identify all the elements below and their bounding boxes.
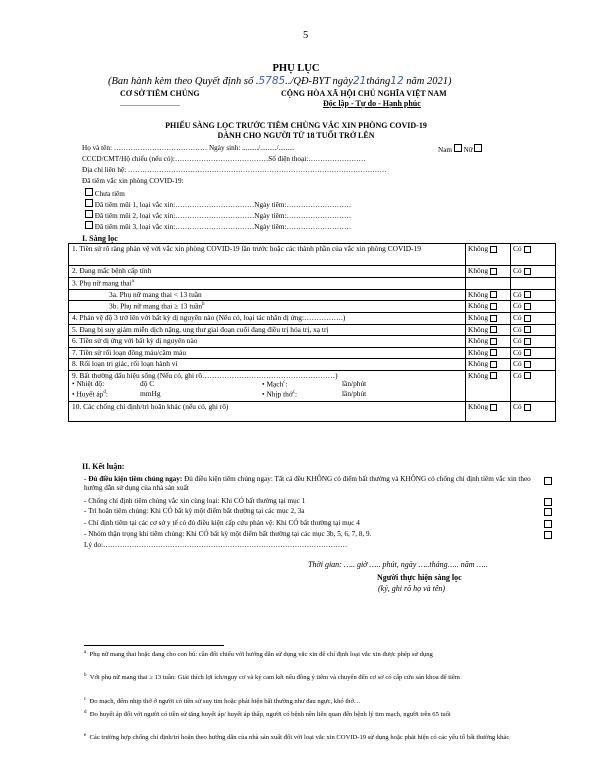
- table-row: [69, 359, 556, 371]
- table-row: [69, 277, 556, 289]
- question-text: 3a. Phụ nữ mang thai < 13 tuần: [69, 289, 466, 301]
- answer-no[interactable]: Không: [466, 266, 511, 278]
- checkbox: [85, 210, 93, 218]
- answer-yes[interactable]: Có: [511, 289, 556, 301]
- table-row: [69, 313, 556, 325]
- answer-no[interactable]: Không: [466, 313, 511, 325]
- question-text: 7. Tiền sử rối loạn đông máu/cầm máu: [69, 347, 466, 359]
- answer-no[interactable]: Không: [466, 289, 511, 301]
- question-text: 10. Các chống chỉ định/trì hoãn khác (nếu có, ghi rõ): [69, 402, 466, 422]
- conclusion-item: - Chỉ định tiêm tại các cơ sở y tế có đủ điều kiện cấp cứu phản vệ: Khi CÓ bất thường tại mục 4: [84, 519, 360, 527]
- table-row: [69, 347, 556, 359]
- answer-no[interactable]: Không: [466, 336, 511, 348]
- answer-yes: [511, 277, 556, 289]
- answer-yes[interactable]: Có: [511, 336, 556, 348]
- question-text: 3. Phụ nữ mang thai$^a$: [69, 277, 466, 289]
- time-line[interactable]: Thời gian: ….. giờ ….. phút, ngày …..tháng….. năm …..: [308, 560, 488, 569]
- footnote: $^a$ Phụ nữ mang thai hoặc đang cho con bú: cần đối chiếu với hướng dẫn sử dụng vắc xin để chỉ định loại vắc xin được phép sử dụng: [84, 650, 433, 659]
- table-row: [69, 289, 556, 301]
- page-number: 5: [303, 30, 309, 41]
- answer-yes[interactable]: Có: [511, 370, 556, 402]
- id-phone-line[interactable]: CCCD/CMT/Hộ chiếu (nếu có):…………………………………Số điện thoại:……………………: [82, 155, 366, 163]
- question-text: 5. Đang bị suy giảm miễn dịch nặng, ung thư giai đoạn cuối đang điều trị hóa trị, xạ trị: [69, 324, 466, 336]
- issued-by-line: (Ban hành kèm theo Quyết định số .5785../QĐ-BYT ngày21tháng12 năm 2021): [108, 75, 452, 87]
- facility-dots: ..............................: [120, 99, 180, 108]
- table-row: [69, 336, 556, 348]
- not-vaccinated-option[interactable]: Chưa tiêm: [85, 188, 125, 198]
- appendix-title: PHỤ LỤC: [272, 63, 320, 74]
- conclusion-checkbox[interactable]: [544, 520, 552, 528]
- answer-yes[interactable]: Có: [511, 359, 556, 371]
- question-text: 9. Bất thường dấu hiệu sống (Nếu có, ghi rõ………………………………………………) • Nhiệt độ: độ C • Mạch$^c$: lần/phút • Huyết $áp^d$: mmHg • Nhịp thở$^c$: lần/phút: [69, 370, 466, 402]
- checkbox: [85, 221, 93, 229]
- nation-name: CỘNG HÒA XÃ HỘI CHỦ NGHĨA VIỆT NAM: [281, 89, 447, 98]
- issue-month: 12: [390, 75, 404, 87]
- question-text: 6. Tiền sử dị ứng với bất kỳ dị nguyên nào: [69, 336, 466, 348]
- answer-yes[interactable]: Có: [511, 313, 556, 325]
- answer-no[interactable]: Không: [466, 347, 511, 359]
- answer-no[interactable]: Không: [466, 301, 511, 313]
- answer-no[interactable]: Không: [466, 402, 511, 422]
- footnote: $^b$ Với phụ nữ mang thai ≥ 13 tuần: Giải thích lợi ích/nguy cơ và ký cam kết nếu đồng ý tiêm và chuyển đến cơ sở có cấp cứu sản khoa để tiêm: [84, 673, 460, 682]
- form-subtitle: DÀNH CHO NGƯỜI TỪ 18 TUỔI TRỞ LÊN: [217, 131, 375, 140]
- vitals-block: • Nhiệt độ: độ C • Mạch$^c$: lần/phút • Huyết $áp^d$: mmHg • Nhịp thở$^c$: lần/phút: [72, 379, 367, 399]
- question-text: 2. Đang mắc bệnh cấp tính: [69, 266, 466, 278]
- answer-no[interactable]: Không: [466, 244, 511, 266]
- answer-yes[interactable]: Có: [511, 244, 556, 266]
- facility-label: CƠ SỞ TIÊM CHỦNG: [120, 89, 200, 98]
- conclusion-item: - Chống chỉ định tiêm chủng vắc xin cùng loại: Khi CÓ bất thường tại mục 1: [84, 497, 306, 505]
- answer-yes[interactable]: Có: [511, 266, 556, 278]
- signer-title: Người thực hiện sàng lọc: [377, 573, 462, 582]
- screening-table: [68, 243, 556, 422]
- footnote-divider: [84, 645, 224, 646]
- female-checkbox[interactable]: [474, 144, 482, 152]
- question-text: 3b. Phụ nữ mang thai ≥ 13 tuần$^b$: [69, 301, 466, 313]
- dose1-option[interactable]: Đã tiêm mũi 1, loại vắc xin:……………………………Ngày tiêm:………………………: [85, 199, 351, 209]
- table-row: [69, 266, 556, 278]
- address-line[interactable]: Địa chỉ liên hệ: ………………………………………………………………………………………………: [82, 166, 387, 174]
- footnote: $^d$ Đo huyết áp đối với người có tiền sử tăng huyết áp/ huyết áp thấp, người có bệnh nền liên quan đến bệnh lý tim mạch, người trên 65 tuổi: [84, 710, 451, 719]
- signer-note: (ký, ghi rõ họ và tên): [378, 584, 446, 593]
- table-row: [69, 402, 556, 422]
- table-row: [69, 370, 556, 402]
- reason-line[interactable]: Lý do:…………………………………………………………………………………………: [84, 541, 348, 549]
- section-1-title: I. Sàng lọc: [82, 234, 118, 243]
- checkbox: [85, 188, 93, 196]
- answer-no[interactable]: Không: [466, 324, 511, 336]
- national-motto: Độc lập - Tự do - Hạnh phúc: [323, 99, 421, 108]
- answer-yes[interactable]: Có: [511, 402, 556, 422]
- question-text: 4. Phản vệ độ 3 trở lên với bất kỳ dị nguyên nào (Nếu có, loại tác nhân dị ứng:…………….): [69, 313, 466, 325]
- question-text: 8. Rối loạn tri giác, rối loạn hành vi: [69, 359, 466, 371]
- conclusion-item: - Nhóm thận trọng khi tiêm chủng: Khi CÓ bất kỳ một điểm bất thường tại các mục 3b, 5, 6, 7, 8, 9.: [84, 530, 372, 538]
- dose2-option[interactable]: Đã tiêm mũi 2, loại vắc xin:……………………………Ngày tiêm:………………………: [85, 210, 351, 220]
- decision-number: 5785: [258, 75, 286, 87]
- conclusion-checkbox[interactable]: [544, 531, 552, 539]
- conclusion-item: - Trì hoãn tiêm chủng: Khi CÓ bất kỳ một điểm bất thường tại các mục 2, 3a: [84, 507, 305, 515]
- conclusion-item: - Đủ điều kiện tiêm chủng ngay: Đủ điều kiện tiêm chủng ngay: Tất cả đều KHÔNG có điểm bất thường và KHÔNG có chống chỉ định tiêm vắc xin theo hướng dẫn sử dụng của nhà sản xuất: [84, 475, 531, 493]
- answer-yes[interactable]: Có: [511, 324, 556, 336]
- form-title: PHIẾU SÀNG LỌC TRƯỚC TIÊM CHỦNG VẮC XIN PHÒNG COVID-19: [165, 121, 427, 130]
- table-row: [69, 324, 556, 336]
- conclusion-checkbox[interactable]: [544, 477, 552, 485]
- checkbox: [85, 199, 93, 207]
- answer-no: [466, 277, 511, 289]
- answer-no[interactable]: Không: [466, 359, 511, 371]
- answer-yes[interactable]: Có: [511, 301, 556, 313]
- answer-yes[interactable]: Có: [511, 347, 556, 359]
- dose3-option[interactable]: Đã tiêm mũi 3, loại vắc xin:……………………………Ngày tiêm:………………………: [85, 221, 351, 231]
- footnote: $^c$ Đo mạch, đếm nhịp thở ở người có tiền sử suy tim hoặc phát hiện bất thường như đau ngực, khó thở…: [84, 697, 361, 706]
- answer-no[interactable]: Không: [466, 370, 511, 402]
- conclusion-checkbox[interactable]: [544, 508, 552, 516]
- name-dob-line[interactable]: Họ và tên: ………………………………… Ngày sinh: ........./........./.........: [82, 144, 295, 152]
- issue-day: 21: [352, 75, 367, 87]
- table-row: [69, 244, 556, 266]
- question-text: 1. Tiền sử rõ ràng phản vệ với vắc xin phòng COVID-19 lần trước hoặc các thành phần của vắc xin phòng COVID-19: [69, 244, 466, 266]
- table-row: [69, 301, 556, 313]
- conclusion-checkbox[interactable]: [544, 498, 552, 506]
- male-checkbox[interactable]: [454, 144, 462, 152]
- sex-selector[interactable]: Nam Nữ: [438, 144, 482, 154]
- vaccinated-label: Đã tiêm vắc xin phòng COVID-19:: [82, 177, 184, 185]
- section-2-title: II. Kết luận:: [82, 462, 125, 471]
- footnote: $^e$ Các trường hợp chống chỉ định/trì hoãn theo hướng dẫn của nhà sản xuất đối với loại vắc xin COVID-19 sử dụng hoặc phát hiện có các yếu tố bất thường khác: [84, 733, 510, 742]
